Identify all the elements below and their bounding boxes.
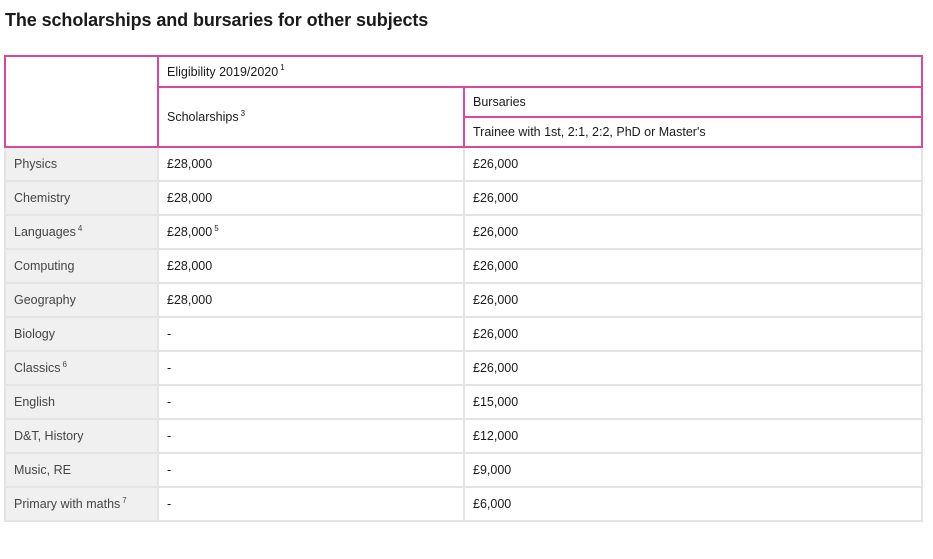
eligibility-footnote: 1	[280, 63, 285, 73]
eligibility-label: Eligibility 2019/2020	[167, 64, 279, 79]
bursary-cell-text: £26,000	[473, 259, 519, 273]
page-title: The scholarships and bursaries for other subjects	[5, 10, 429, 30]
bursary-cell	[464, 283, 922, 317]
bursary-cell-text: £26,000	[473, 327, 519, 341]
scholarship-cell	[158, 385, 464, 419]
scholarship-cell-text: £28,000	[167, 259, 213, 273]
subject-cell-text: Biology	[14, 327, 55, 341]
scholarship-table	[4, 55, 923, 522]
scholarship-cell-text: £28,000	[167, 293, 213, 307]
subject-cell	[5, 487, 158, 521]
bursary-cell-text: £26,000	[473, 361, 519, 375]
scholarships-label: Scholarships	[167, 110, 239, 124]
bursary-cell	[464, 147, 922, 181]
table-row	[5, 249, 922, 283]
subject-cell	[5, 215, 158, 249]
subject-cell-text: English	[14, 395, 55, 409]
subject-cell-text: Music, RE	[14, 463, 71, 477]
scholarship-cell-text: -	[167, 463, 172, 477]
table-row	[5, 283, 922, 317]
table-row	[5, 487, 922, 521]
table-row	[5, 215, 922, 249]
bursary-cell	[464, 419, 922, 453]
scholarship-cell-text: -	[167, 395, 172, 409]
subject-cell-text: Computing	[14, 259, 75, 273]
scholarship-cell-text: £28,000	[167, 157, 213, 171]
table-row	[5, 147, 922, 181]
bursary-cell	[464, 487, 922, 521]
scholarship-cell	[158, 181, 464, 215]
header-empty-cell	[5, 56, 158, 147]
scholarship-cell	[158, 317, 464, 351]
bursary-cell	[464, 181, 922, 215]
subject-cell-text: Classics	[14, 361, 61, 375]
bursary-cell-text: £26,000	[473, 191, 519, 205]
scholarship-cell-text: -	[167, 327, 172, 341]
scholarship-cell-footnote: 5	[214, 223, 219, 233]
subject-cell-text: Geography	[14, 293, 76, 307]
scholarship-cell-text: £28,000	[167, 225, 213, 239]
bursary-cell	[464, 351, 922, 385]
bursary-cell	[464, 215, 922, 249]
subject-cell	[5, 181, 158, 215]
subject-cell	[5, 317, 158, 351]
bursary-cell-text: £26,000	[473, 225, 519, 239]
scholarship-cell	[158, 283, 464, 317]
table-row	[5, 453, 922, 487]
subject-cell-text: Chemistry	[14, 191, 71, 205]
bursary-cell-text: £6,000	[473, 497, 512, 511]
table-row	[5, 385, 922, 419]
scholarship-cell	[158, 147, 464, 181]
subject-cell	[5, 419, 158, 453]
table-row	[5, 317, 922, 351]
table-body	[5, 147, 922, 521]
scholarship-cell-text: -	[167, 429, 172, 443]
scholarship-cell	[158, 351, 464, 385]
subject-cell	[5, 453, 158, 487]
subject-cell	[5, 351, 158, 385]
subject-cell	[5, 283, 158, 317]
scholarship-cell	[158, 419, 464, 453]
header-eligibility	[158, 56, 922, 87]
subject-cell-text: Languages	[14, 225, 76, 239]
scholarship-cell	[158, 453, 464, 487]
scholarship-cell	[158, 249, 464, 283]
table-row	[5, 419, 922, 453]
scholarship-cell-text: -	[167, 361, 172, 375]
subject-cell-footnote: 7	[122, 495, 127, 505]
subject-cell-text: D&T, History	[14, 429, 84, 443]
header-bursaries: Bursaries	[464, 87, 922, 117]
subject-cell	[5, 385, 158, 419]
subject-cell-footnote: 6	[62, 359, 67, 369]
subject-cell	[5, 147, 158, 181]
table-row	[5, 351, 922, 385]
bursary-cell	[464, 453, 922, 487]
bursary-cell-text: £15,000	[473, 395, 519, 409]
table-row	[5, 181, 922, 215]
bursary-cell-text: £9,000	[473, 463, 512, 477]
scholarships-footnote: 3	[240, 108, 246, 118]
subject-cell-text: Primary with maths	[14, 497, 121, 511]
bursary-cell	[464, 385, 922, 419]
bursary-cell-text: £26,000	[473, 293, 519, 307]
bursary-cell	[464, 317, 922, 351]
subject-cell-footnote: 4	[77, 223, 83, 233]
table-header	[5, 56, 922, 147]
subject-cell	[5, 249, 158, 283]
scholarship-cell-text: -	[167, 497, 172, 511]
subject-cell-text: Physics	[14, 157, 58, 171]
header-bursaries-sub: Trainee with 1st, 2:1, 2:2, PhD or Master's	[464, 117, 922, 147]
scholarship-cell	[158, 487, 464, 521]
scholarship-cell	[158, 215, 464, 249]
scholarship-cell-text: £28,000	[167, 191, 213, 205]
header-scholarships	[158, 87, 464, 147]
bursary-cell-text: £12,000	[473, 429, 519, 443]
bursary-cell-text: £26,000	[473, 157, 519, 171]
bursary-cell	[464, 249, 922, 283]
